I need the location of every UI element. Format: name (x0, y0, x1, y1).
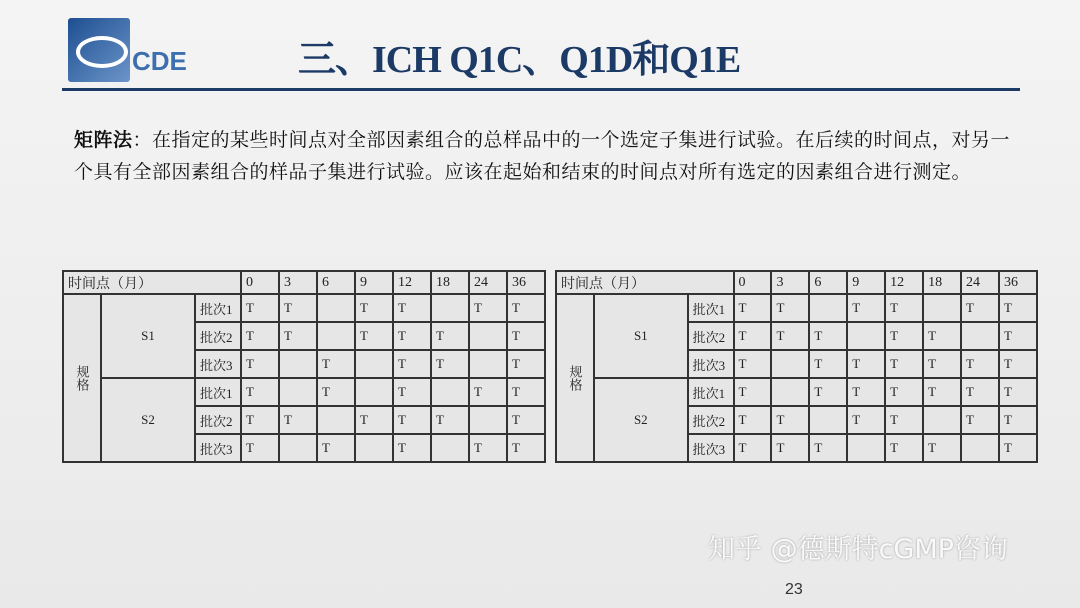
term: 矩阵法 (74, 129, 133, 151)
test-cell: T (393, 434, 431, 462)
time-point: 36 (507, 271, 545, 294)
logo-text: CDE (132, 46, 187, 76)
test-cell: T (999, 378, 1037, 406)
test-cell: T (355, 322, 393, 350)
test-cell (923, 406, 961, 434)
test-cell: T (355, 406, 393, 434)
test-cell (809, 406, 847, 434)
test-cell: T (393, 378, 431, 406)
test-cell (847, 322, 885, 350)
test-cell: T (961, 294, 999, 322)
test-cell: T (317, 378, 355, 406)
test-cell (279, 434, 317, 462)
batch-label: 批次1 (688, 378, 734, 406)
test-cell: T (885, 350, 923, 378)
test-cell: T (507, 322, 545, 350)
test-cell: T (734, 406, 772, 434)
test-cell: T (469, 378, 507, 406)
test-cell: T (885, 322, 923, 350)
test-cell (771, 350, 809, 378)
cde-logo (68, 18, 130, 82)
time-point: 18 (431, 271, 469, 294)
time-point: 9 (847, 271, 885, 294)
test-cell: T (923, 378, 961, 406)
test-cell: T (431, 350, 469, 378)
time-point: 24 (961, 271, 999, 294)
test-cell (469, 350, 507, 378)
time-point: 12 (393, 271, 431, 294)
test-cell: T (507, 434, 545, 462)
test-cell: T (999, 294, 1037, 322)
slide-title: 三、ICH Q1C、Q1D和Q1E (298, 39, 741, 81)
time-point: 12 (885, 271, 923, 294)
time-point: 3 (279, 271, 317, 294)
test-cell (431, 378, 469, 406)
test-cell: T (885, 294, 923, 322)
test-cell: T (469, 434, 507, 462)
strength-label: S1 (594, 294, 688, 378)
test-cell: T (279, 406, 317, 434)
test-cell (317, 322, 355, 350)
test-cell: T (734, 294, 772, 322)
test-cell: T (809, 350, 847, 378)
test-cell: T (999, 322, 1037, 350)
test-cell: T (961, 406, 999, 434)
test-cell: T (355, 294, 393, 322)
test-cell: T (923, 350, 961, 378)
test-cell (961, 434, 999, 462)
test-cell (279, 350, 317, 378)
batch-label: 批次2 (195, 406, 241, 434)
test-cell: T (393, 322, 431, 350)
test-cell: T (999, 434, 1037, 462)
watermark: 知乎 @德斯特cGMP咨询 (708, 534, 1008, 565)
batch-label: 批次3 (195, 350, 241, 378)
test-cell: T (393, 406, 431, 434)
test-cell: T (241, 350, 279, 378)
time-point: 6 (317, 271, 355, 294)
test-cell: T (847, 294, 885, 322)
test-cell: T (999, 350, 1037, 378)
time-point: 9 (355, 271, 393, 294)
test-cell (355, 350, 393, 378)
test-cell: T (923, 322, 961, 350)
batch-label: 批次1 (195, 378, 241, 406)
test-cell: T (279, 294, 317, 322)
test-cell (469, 406, 507, 434)
group-label: 规格 (63, 294, 101, 462)
matrix-table-1 (62, 270, 546, 463)
test-cell (809, 294, 847, 322)
test-cell: T (885, 434, 923, 462)
test-cell: T (771, 294, 809, 322)
test-cell: T (923, 434, 961, 462)
test-cell (469, 322, 507, 350)
time-point: 6 (809, 271, 847, 294)
time-point: 24 (469, 271, 507, 294)
test-cell (317, 294, 355, 322)
test-cell: T (809, 322, 847, 350)
test-cell: T (469, 294, 507, 322)
test-cell: T (507, 350, 545, 378)
time-header: 时间点（月） (556, 271, 734, 294)
title-divider (62, 88, 1020, 91)
test-cell: T (734, 350, 772, 378)
test-cell (923, 294, 961, 322)
test-cell: T (279, 322, 317, 350)
time-point: 36 (999, 271, 1037, 294)
test-cell (847, 434, 885, 462)
test-cell: T (507, 406, 545, 434)
test-cell: T (241, 406, 279, 434)
test-cell: T (999, 406, 1037, 434)
test-cell: T (961, 350, 999, 378)
test-cell: T (771, 406, 809, 434)
definition: ：在指定的某些时间点对全部因素组合的总样品中的一个选定子集进行试验。在后续的时间点，对另一个具有全部因素组合的样品子集进行试验。应该在起始和结束的时间点对所有选定的因素组合进行测定。 (74, 129, 1011, 183)
test-cell: T (809, 378, 847, 406)
test-cell (317, 406, 355, 434)
test-cell: T (771, 322, 809, 350)
time-point: 18 (923, 271, 961, 294)
matrix-table-2 (555, 270, 1038, 463)
body-paragraph (74, 124, 1019, 188)
test-cell: T (507, 378, 545, 406)
test-cell: T (734, 378, 772, 406)
test-cell (431, 434, 469, 462)
test-cell: T (431, 406, 469, 434)
strength-label: S2 (101, 378, 195, 462)
batch-label: 批次2 (195, 322, 241, 350)
time-point: 0 (241, 271, 279, 294)
test-cell (771, 378, 809, 406)
batch-label: 批次1 (195, 294, 241, 322)
batch-label: 批次3 (688, 434, 734, 462)
test-cell: T (507, 294, 545, 322)
test-cell (961, 322, 999, 350)
test-cell: T (241, 322, 279, 350)
batch-label: 批次1 (688, 294, 734, 322)
test-cell: T (885, 378, 923, 406)
test-cell: T (847, 406, 885, 434)
test-cell (279, 378, 317, 406)
time-point: 0 (734, 271, 772, 294)
header-row (556, 271, 1037, 294)
test-cell: T (431, 322, 469, 350)
table-row (556, 378, 1037, 406)
test-cell: T (241, 378, 279, 406)
batch-label: 批次3 (688, 350, 734, 378)
page-number: 23 (785, 581, 803, 598)
header-row (63, 271, 545, 294)
test-cell: T (317, 350, 355, 378)
time-header: 时间点（月） (63, 271, 241, 294)
batch-label: 批次2 (688, 406, 734, 434)
test-cell: T (734, 322, 772, 350)
batch-label: 批次2 (688, 322, 734, 350)
test-cell: T (885, 406, 923, 434)
table-row (63, 378, 545, 406)
batch-label: 批次3 (195, 434, 241, 462)
test-cell: T (393, 294, 431, 322)
test-cell: T (241, 294, 279, 322)
test-cell (355, 378, 393, 406)
table-row (556, 294, 1037, 322)
test-cell: T (809, 434, 847, 462)
strength-label: S1 (101, 294, 195, 378)
test-cell: T (847, 378, 885, 406)
time-point: 3 (771, 271, 809, 294)
test-cell (431, 294, 469, 322)
test-cell: T (317, 434, 355, 462)
test-cell: T (241, 434, 279, 462)
test-cell: T (771, 434, 809, 462)
test-cell (355, 434, 393, 462)
group-label: 规格 (556, 294, 594, 462)
strength-label: S2 (594, 378, 688, 462)
test-cell: T (961, 378, 999, 406)
logo-eye-icon (76, 36, 128, 68)
test-cell: T (393, 350, 431, 378)
table-row (63, 294, 545, 322)
test-cell: T (847, 350, 885, 378)
test-cell: T (734, 434, 772, 462)
